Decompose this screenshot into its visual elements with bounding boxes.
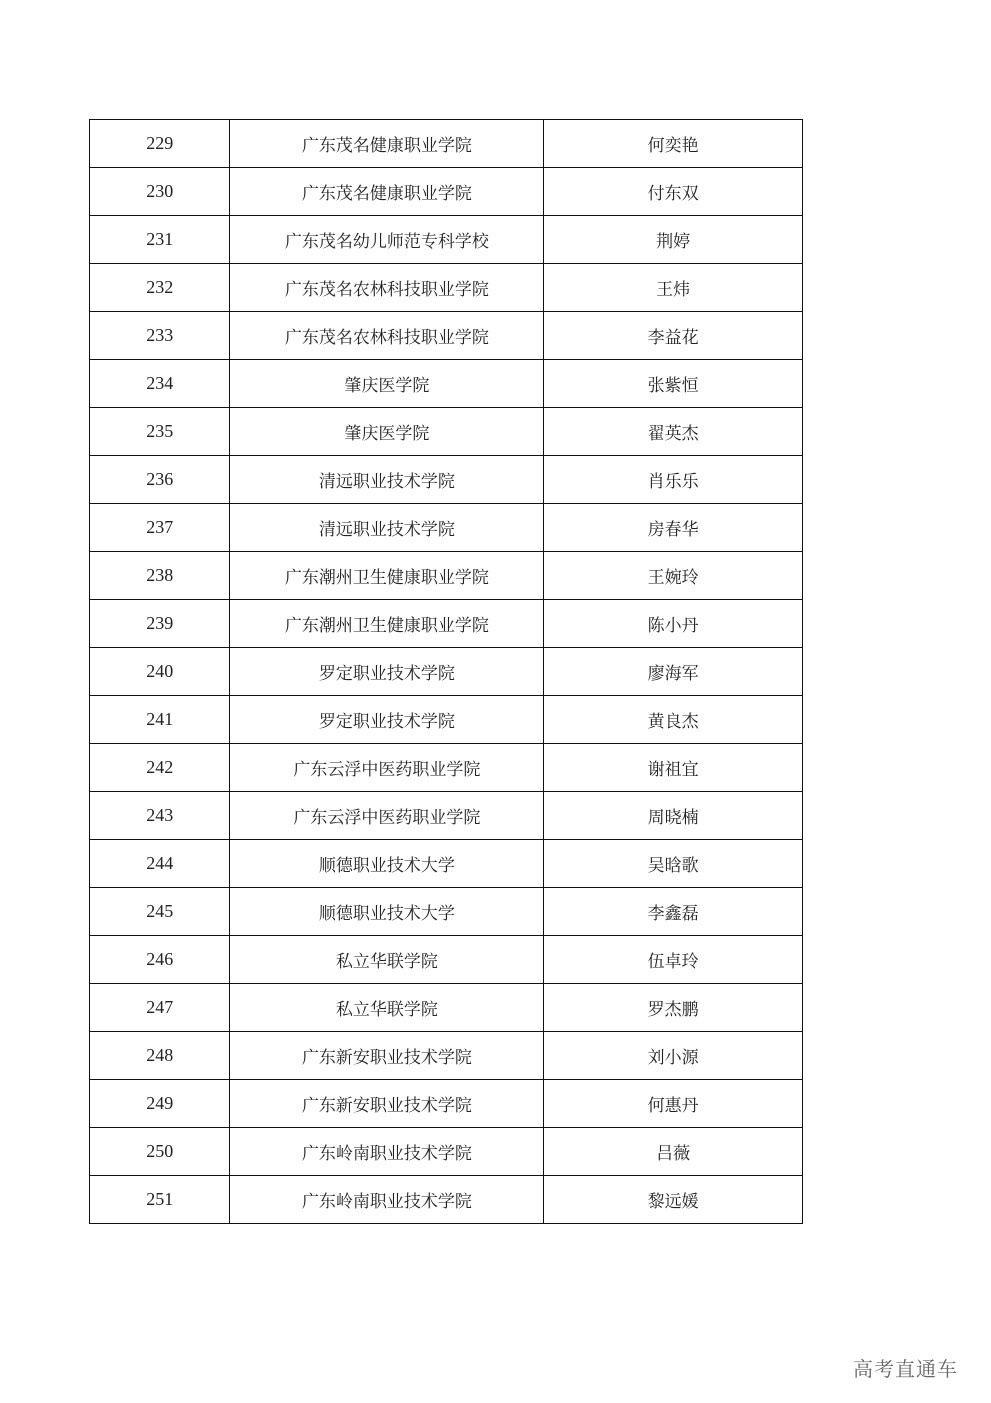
school-cell: 广东潮州卫生健康职业学院 bbox=[230, 552, 544, 600]
table-row bbox=[90, 504, 803, 552]
row-number-cell: 246 bbox=[90, 936, 230, 984]
person-name-cell: 陈小丹 bbox=[544, 600, 803, 648]
person-name-cell: 周晓楠 bbox=[544, 792, 803, 840]
roster-table-body bbox=[90, 120, 803, 1224]
table-row bbox=[90, 312, 803, 360]
person-name-cell: 肖乐乐 bbox=[544, 456, 803, 504]
table-row bbox=[90, 360, 803, 408]
row-number-cell: 235 bbox=[90, 408, 230, 456]
row-number-cell: 250 bbox=[90, 1128, 230, 1176]
table-row bbox=[90, 264, 803, 312]
person-name-cell: 荆婷 bbox=[544, 216, 803, 264]
school-cell: 广东茂名农林科技职业学院 bbox=[230, 264, 544, 312]
row-number-cell: 241 bbox=[90, 696, 230, 744]
row-number-cell: 236 bbox=[90, 456, 230, 504]
school-cell: 广东茂名农林科技职业学院 bbox=[230, 312, 544, 360]
person-name-cell: 伍卓玲 bbox=[544, 936, 803, 984]
row-number-cell: 247 bbox=[90, 984, 230, 1032]
table-row bbox=[90, 120, 803, 168]
school-cell: 清远职业技术学院 bbox=[230, 456, 544, 504]
school-cell: 顺德职业技术大学 bbox=[230, 888, 544, 936]
person-name-cell: 翟英杰 bbox=[544, 408, 803, 456]
school-cell: 广东潮州卫生健康职业学院 bbox=[230, 600, 544, 648]
table-row bbox=[90, 1032, 803, 1080]
person-name-cell: 何惠丹 bbox=[544, 1080, 803, 1128]
row-number-cell: 237 bbox=[90, 504, 230, 552]
school-cell: 私立华联学院 bbox=[230, 936, 544, 984]
table-row bbox=[90, 792, 803, 840]
table-row bbox=[90, 600, 803, 648]
person-name-cell: 李益花 bbox=[544, 312, 803, 360]
person-name-cell: 王炜 bbox=[544, 264, 803, 312]
table-row bbox=[90, 648, 803, 696]
table-row bbox=[90, 216, 803, 264]
school-cell: 广东岭南职业技术学院 bbox=[230, 1128, 544, 1176]
row-number-cell: 240 bbox=[90, 648, 230, 696]
person-name-cell: 廖海军 bbox=[544, 648, 803, 696]
roster-table bbox=[89, 119, 803, 1224]
person-name-cell: 刘小源 bbox=[544, 1032, 803, 1080]
person-name-cell: 王婉玲 bbox=[544, 552, 803, 600]
person-name-cell: 黄良杰 bbox=[544, 696, 803, 744]
school-cell: 广东茂名幼儿师范专科学校 bbox=[230, 216, 544, 264]
table-row bbox=[90, 1176, 803, 1224]
school-cell: 广东新安职业技术学院 bbox=[230, 1032, 544, 1080]
row-number-cell: 243 bbox=[90, 792, 230, 840]
school-cell: 广东茂名健康职业学院 bbox=[230, 168, 544, 216]
row-number-cell: 242 bbox=[90, 744, 230, 792]
table-row bbox=[90, 1128, 803, 1176]
table-row bbox=[90, 888, 803, 936]
row-number-cell: 230 bbox=[90, 168, 230, 216]
row-number-cell: 229 bbox=[90, 120, 230, 168]
row-number-cell: 231 bbox=[90, 216, 230, 264]
row-number-cell: 233 bbox=[90, 312, 230, 360]
person-name-cell: 罗杰鹏 bbox=[544, 984, 803, 1032]
table-row bbox=[90, 168, 803, 216]
table-row bbox=[90, 984, 803, 1032]
row-number-cell: 244 bbox=[90, 840, 230, 888]
person-name-cell: 吴晗歌 bbox=[544, 840, 803, 888]
school-cell: 广东云浮中医药职业学院 bbox=[230, 792, 544, 840]
school-cell: 肇庆医学院 bbox=[230, 360, 544, 408]
watermark-text: 高考直通车 bbox=[853, 1357, 958, 1381]
row-number-cell: 245 bbox=[90, 888, 230, 936]
school-cell: 广东岭南职业技术学院 bbox=[230, 1176, 544, 1224]
table-row bbox=[90, 456, 803, 504]
school-cell: 广东新安职业技术学院 bbox=[230, 1080, 544, 1128]
row-number-cell: 251 bbox=[90, 1176, 230, 1224]
school-cell: 肇庆医学院 bbox=[230, 408, 544, 456]
school-cell: 罗定职业技术学院 bbox=[230, 648, 544, 696]
row-number-cell: 234 bbox=[90, 360, 230, 408]
school-cell: 顺德职业技术大学 bbox=[230, 840, 544, 888]
person-name-cell: 黎远媛 bbox=[544, 1176, 803, 1224]
person-name-cell: 谢祖宜 bbox=[544, 744, 803, 792]
table-row bbox=[90, 1080, 803, 1128]
row-number-cell: 249 bbox=[90, 1080, 230, 1128]
school-cell: 私立华联学院 bbox=[230, 984, 544, 1032]
school-cell: 广东云浮中医药职业学院 bbox=[230, 744, 544, 792]
row-number-cell: 232 bbox=[90, 264, 230, 312]
school-cell: 罗定职业技术学院 bbox=[230, 696, 544, 744]
table-row bbox=[90, 936, 803, 984]
row-number-cell: 239 bbox=[90, 600, 230, 648]
table-row bbox=[90, 552, 803, 600]
person-name-cell: 张紫恒 bbox=[544, 360, 803, 408]
table-row bbox=[90, 840, 803, 888]
person-name-cell: 李鑫磊 bbox=[544, 888, 803, 936]
person-name-cell: 吕薇 bbox=[544, 1128, 803, 1176]
person-name-cell: 房春华 bbox=[544, 504, 803, 552]
table-row bbox=[90, 696, 803, 744]
person-name-cell: 付东双 bbox=[544, 168, 803, 216]
school-cell: 清远职业技术学院 bbox=[230, 504, 544, 552]
table-row bbox=[90, 744, 803, 792]
table-row bbox=[90, 408, 803, 456]
row-number-cell: 238 bbox=[90, 552, 230, 600]
row-number-cell: 248 bbox=[90, 1032, 230, 1080]
school-cell: 广东茂名健康职业学院 bbox=[230, 120, 544, 168]
person-name-cell: 何奕艳 bbox=[544, 120, 803, 168]
